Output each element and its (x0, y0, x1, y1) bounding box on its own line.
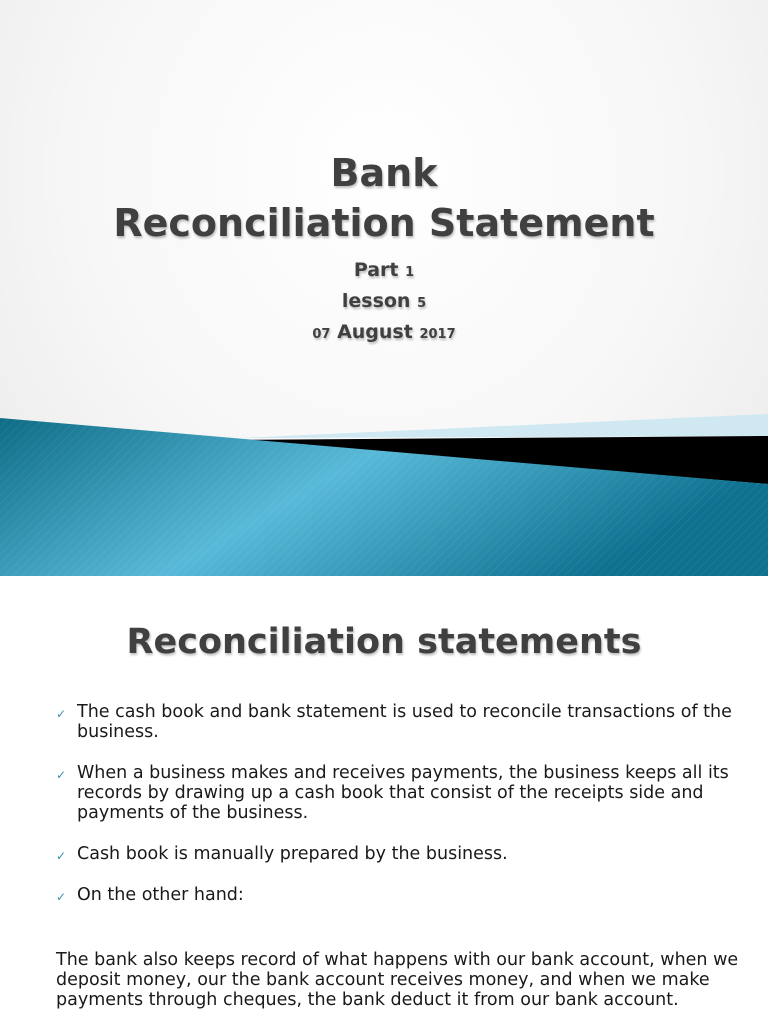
date-day: 07 (312, 327, 331, 342)
check-icon: ✓ (56, 849, 67, 863)
bullet-text: The cash book and bank statement is used to reconcile transactions of the business. (77, 702, 732, 742)
title-line-1: Bank (330, 151, 438, 195)
date-line (0, 318, 768, 349)
bullet-list (56, 702, 746, 926)
bullet-text: Cash book is manually prepared by the business. (77, 844, 508, 864)
check-icon: ✓ (56, 768, 67, 782)
part-number: 1 (405, 265, 415, 280)
decorative-teal-band (0, 410, 768, 576)
bullet-text: On the other hand: (77, 885, 244, 905)
lesson-word: lesson (341, 290, 411, 312)
bullet-item (56, 763, 746, 823)
light-sliver (240, 414, 768, 438)
content-slide (0, 576, 768, 1024)
bullet-text: When a business makes and receives payments, the business keeps all its records by drawing up a cash book that consist of the receipts side and payments of the business. (77, 763, 729, 823)
check-icon: ✓ (56, 890, 67, 904)
bullet-item (56, 885, 746, 905)
lesson-line (0, 287, 768, 318)
title-line-2: Reconciliation Statement (113, 201, 655, 245)
bullet-item (56, 844, 746, 864)
part-word: Part (353, 259, 399, 281)
slide-title: Reconciliation statements (126, 622, 642, 662)
date-year: 2017 (419, 327, 456, 342)
title-block (0, 148, 768, 349)
bullet-item (56, 702, 746, 742)
date-month: August (337, 321, 413, 343)
check-icon: ✓ (56, 707, 67, 721)
body-paragraph: The bank also keeps record of what happens with our bank account, when we deposit money, our the bank account receives money, and when we make payments through cheques, the bank deduct it from our bank account. (56, 950, 739, 1010)
lesson-number: 5 (417, 296, 427, 311)
part-line (0, 256, 768, 287)
